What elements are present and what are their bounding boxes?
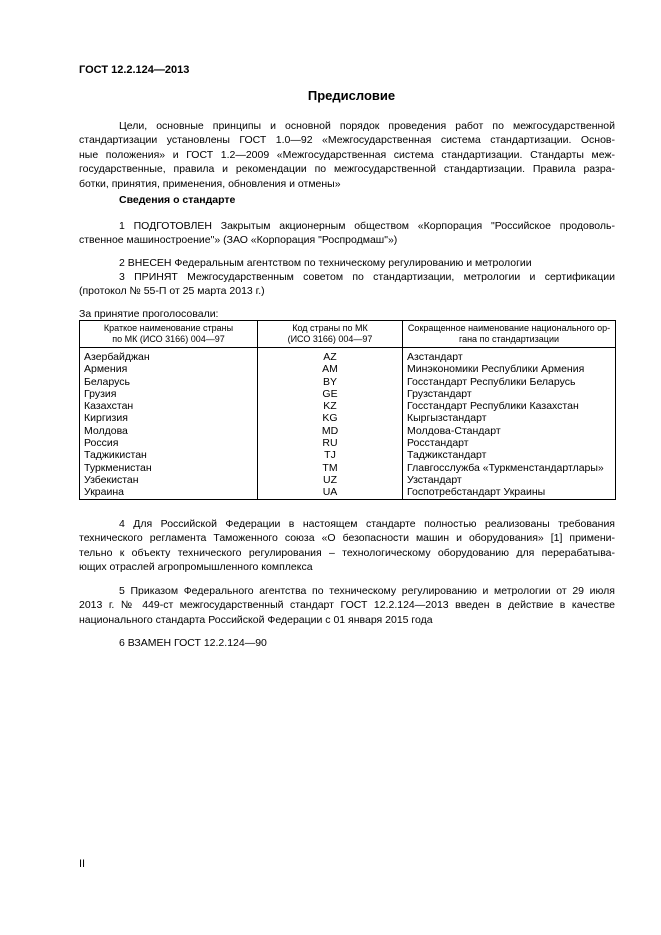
header-body: Сокращенное наименование национального ор- гана по стандартизации <box>403 321 616 348</box>
body-cell: Минэкономики Республики Армения <box>403 363 616 375</box>
code-cell: AZ <box>258 348 403 364</box>
intro-paragraph <box>79 119 615 191</box>
item-6-line: 6 ВЗАМЕН ГОСТ 12.2.124—90 <box>119 637 267 649</box>
table-row <box>80 363 616 375</box>
item-2 <box>79 256 615 270</box>
code-cell: TJ <box>258 449 403 461</box>
item-2-line: 2 ВНЕСЕН Федеральным агентством по техническому регулированию и метрологии <box>119 257 532 269</box>
code-cell: KZ <box>258 400 403 412</box>
code-cell: TM <box>258 462 403 474</box>
country-cell: Киргизия <box>80 412 258 424</box>
country-cell: Казахстан <box>80 400 258 412</box>
intro-line: государственные, правила и рекомендации по межгосударственной стандартизации. Правила разра- <box>79 163 615 176</box>
body-cell: Узстандарт <box>403 474 616 486</box>
body-cell: Росстандарт <box>403 437 616 449</box>
table-row <box>80 486 616 499</box>
item-4-line: 4 Для Российской Федерации в настоящем стандарте полностью реализованы требования <box>119 518 615 530</box>
page-title: Предисловие <box>307 88 396 103</box>
item-1-line: ственное машиностроение"» (ЗАО «Корпорация "Роспродмаш"») <box>79 234 398 247</box>
code-cell: BY <box>258 376 403 388</box>
intro-line: стандартизации установлены ГОСТ 1.0—92 «Межгосударственная система стандартизации. Основ- <box>79 134 615 147</box>
body-cell: Госстандарт Республики Беларусь <box>403 376 616 388</box>
item-5 <box>79 584 615 627</box>
code-cell: GE <box>258 388 403 400</box>
intro-line: Цели, основные принципы и основной порядок проведения работ по межгосударственной <box>119 120 615 132</box>
item-4-line: тельно к объекту технического регулирования – технологическому оборудованию для перерабатыва- <box>79 546 615 559</box>
header-code: Код страны по МК (ИСО 3166) 004—97 <box>258 321 403 348</box>
item-3-line: (протокол № 55-П от 25 марта 2013 г.) <box>79 285 265 298</box>
country-cell: Туркменистан <box>80 462 258 474</box>
body-cell: Главгосслужба «Туркменстандартлары» <box>403 462 616 474</box>
table-row <box>80 437 616 449</box>
voted-label: За принятие проголосовали: <box>79 308 219 320</box>
country-cell: Россия <box>80 437 258 449</box>
country-cell: Молдова <box>80 425 258 437</box>
table-row <box>80 462 616 474</box>
code-cell: RU <box>258 437 403 449</box>
item-4-line: технического регламента Таможенного союза «О безопасности машин и оборудования» [1] примени- <box>79 532 615 545</box>
body-cell: Кыргызстандарт <box>403 412 616 424</box>
code-cell: UZ <box>258 474 403 486</box>
body-cell: Госстандарт Республики Казахстан <box>403 400 616 412</box>
table-row <box>80 348 616 364</box>
code-cell: KG <box>258 412 403 424</box>
item-3-line: 3 ПРИНЯТ Межгосударственным советом по стандартизации, метрологии и сертификации <box>119 271 615 283</box>
code-cell: UA <box>258 486 403 499</box>
item-4-line: ющих отраслей агропромышленного комплекса <box>79 561 313 574</box>
body-cell: Азстандарт <box>403 348 616 364</box>
item-1 <box>79 219 615 248</box>
country-cell: Грузия <box>80 388 258 400</box>
table-row <box>80 388 616 400</box>
country-cell: Армения <box>80 363 258 375</box>
body-cell: Госпотребстандарт Украины <box>403 486 616 499</box>
country-cell: Таджикистан <box>80 449 258 461</box>
header-country: Краткое наименование страны по МК (ИСО 3166) 004—97 <box>80 321 258 348</box>
item-4 <box>79 517 615 575</box>
item-5-line: 5 Приказом Федерального агентства по техническому регулированию и метрологии от 29 июля <box>119 585 615 597</box>
body-cell: Таджикстандарт <box>403 449 616 461</box>
intro-line: ботки, принятия, применения, обновления и отмены» <box>79 177 341 190</box>
item-3 <box>79 270 615 299</box>
item-5-line: 2013 г. № 449-ст межгосударственный стандарт ГОСТ 12.2.124—2013 введен в действие в качестве <box>79 599 615 612</box>
table-row <box>80 474 616 486</box>
voting-table <box>79 320 616 500</box>
table-row <box>80 412 616 424</box>
code-cell: AM <box>258 363 403 375</box>
body-cell: Молдова-Стандарт <box>403 425 616 437</box>
code-cell: MD <box>258 425 403 437</box>
body-cell: Грузстандарт <box>403 388 616 400</box>
country-cell: Узбекистан <box>80 474 258 486</box>
table-row <box>80 376 616 388</box>
document-code: ГОСТ 12.2.124—2013 <box>79 64 190 76</box>
table-header-row <box>80 321 616 348</box>
item-5-line: национального стандарта Российской Федерации с 01 января 2015 года <box>79 613 433 626</box>
table-row <box>80 449 616 461</box>
country-cell: Азербайджан <box>80 348 258 364</box>
table-row <box>80 400 616 412</box>
item-1-line: 1 ПОДГОТОВЛЕН Закрытым акционерным обществом «Корпорация "Российское продоволь- <box>119 220 615 232</box>
country-cell: Украина <box>80 486 258 499</box>
item-6 <box>79 636 615 650</box>
country-cell: Беларусь <box>80 376 258 388</box>
info-heading: Сведения о стандарте <box>119 194 236 206</box>
page-number: II <box>79 858 86 870</box>
intro-line: ные положения» и ГОСТ 1.2—2009 «Межгосударственная система стандартизации. Стандарты меж- <box>79 148 615 161</box>
table-body <box>80 348 616 500</box>
table-row <box>80 425 616 437</box>
